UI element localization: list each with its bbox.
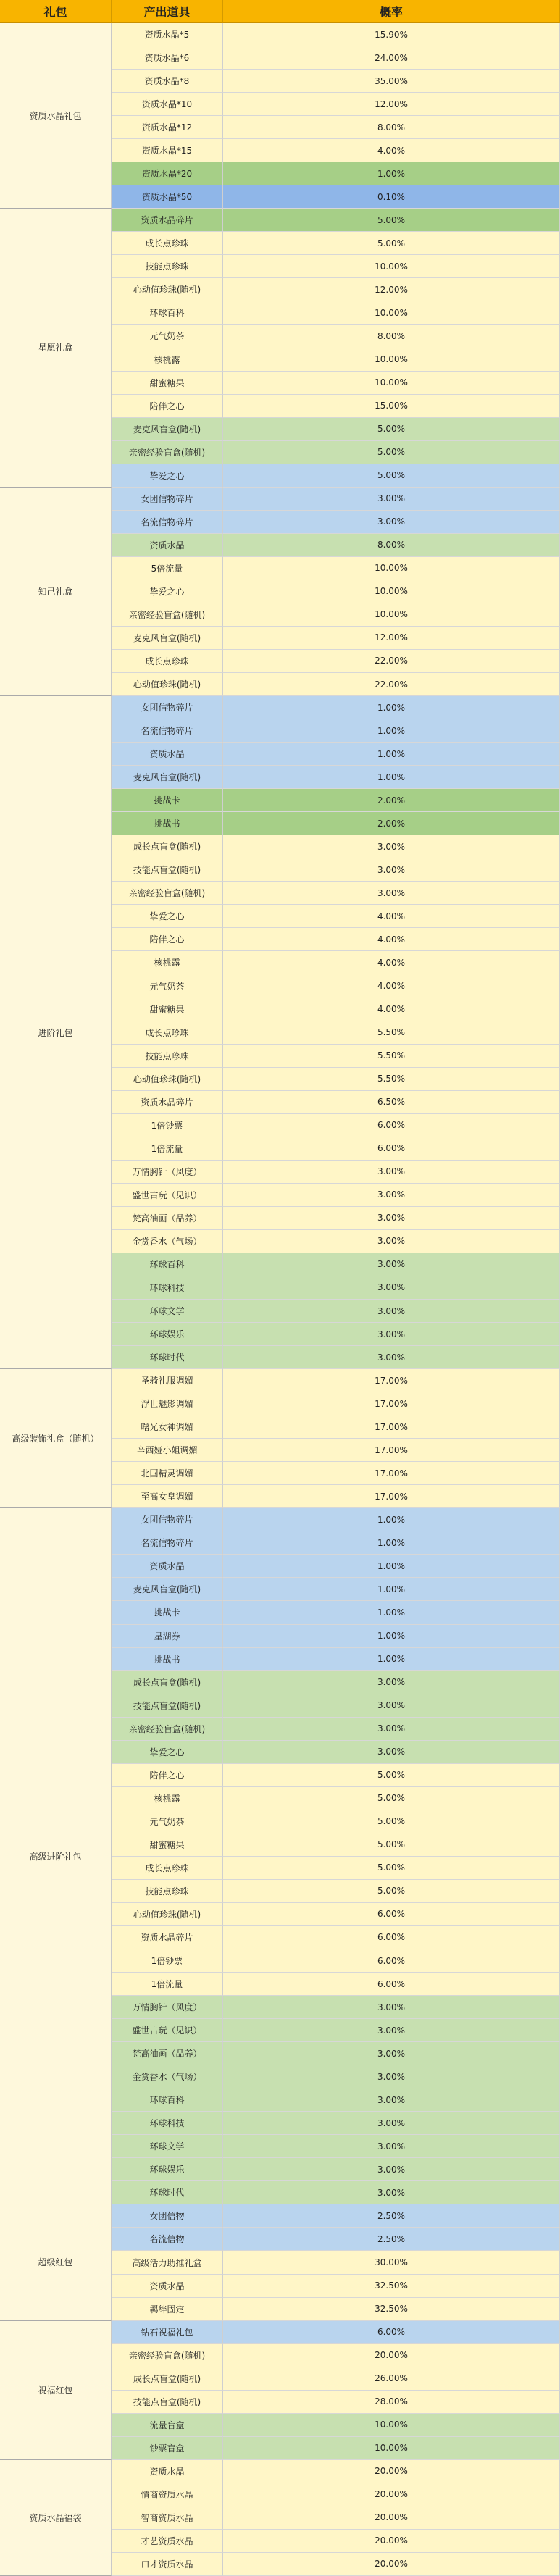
item-name-cell: 名流信物碎片 [112, 511, 223, 534]
drop-rate-cell: 28.00% [223, 2391, 560, 2414]
item-name-cell: 成长点珍珠 [112, 232, 223, 255]
drop-rate-cell: 5.00% [223, 1764, 560, 1787]
item-name-cell: 资质水晶*12 [112, 116, 223, 139]
item-name-cell: 元气奶茶 [112, 974, 223, 998]
drop-rate-cell: 10.00% [223, 348, 560, 372]
drop-rate-cell: 6.00% [223, 1973, 560, 1996]
item-name-cell: 曙光女神调媚 [112, 1415, 223, 1439]
item-name-cell: 技能点珍珠 [112, 255, 223, 278]
item-name-cell: 甜蜜糖果 [112, 1833, 223, 1857]
item-name-cell: 资质水晶碎片 [112, 209, 223, 232]
item-name-cell: 资质水晶 [112, 2275, 223, 2298]
package-name-cell: 高级装饰礼盒（随机） [0, 1369, 112, 1508]
header-rate: 概率 [223, 0, 560, 23]
drop-rate-cell: 3.00% [223, 2135, 560, 2158]
item-name-cell: 资质水晶 [112, 1555, 223, 1578]
drop-rate-cell: 22.00% [223, 673, 560, 696]
item-name-cell: 心动值珍珠(随机) [112, 673, 223, 696]
item-name-cell: 环球科技 [112, 1276, 223, 1300]
item-name-cell: 钻石祝福礼包 [112, 2321, 223, 2344]
drop-rate-cell: 3.00% [223, 1323, 560, 1346]
item-name-cell: 亲密经验盲盒(随机) [112, 1718, 223, 1741]
drop-rate-cell: 3.00% [223, 1346, 560, 1369]
drop-rate-cell: 1.00% [223, 696, 560, 719]
item-name-cell: 资质水晶*8 [112, 70, 223, 93]
drop-rate-cell: 15.00% [223, 395, 560, 418]
drop-rate-cell: 3.00% [223, 1300, 560, 1323]
drop-rate-cell: 17.00% [223, 1439, 560, 1462]
drop-rate-cell: 35.00% [223, 70, 560, 93]
drop-rate-cell: 3.00% [223, 1996, 560, 2019]
item-name-cell: 资质水晶*5 [112, 23, 223, 46]
drop-rate-cell: 2.00% [223, 789, 560, 812]
item-name-cell: 环球时代 [112, 1346, 223, 1369]
drop-rate-cell: 1.00% [223, 1531, 560, 1555]
item-name-cell: 梵高油画（品养） [112, 1207, 223, 1230]
item-name-cell: 核桃露 [112, 1787, 223, 1810]
item-name-cell: 技能点盲盒(随机) [112, 2391, 223, 2414]
drop-rate-cell: 2.50% [223, 2228, 560, 2251]
item-name-cell: 心动值珍珠(随机) [112, 1903, 223, 1926]
header-package: 礼包 [0, 0, 112, 23]
drop-rate-cell: 5.00% [223, 209, 560, 232]
drop-rate-cell: 1.00% [223, 1578, 560, 1601]
item-name-cell: 麦克风盲盒(随机) [112, 766, 223, 789]
drop-rate-cell: 3.00% [223, 1207, 560, 1230]
item-name-cell: 环球百科 [112, 1253, 223, 1276]
header-item: 产出道具 [112, 0, 223, 23]
item-name-cell: 智商资质水晶 [112, 2506, 223, 2530]
drop-rate-cell: 3.00% [223, 2088, 560, 2112]
item-name-cell: 甜蜜糖果 [112, 372, 223, 395]
drop-rate-cell: 4.00% [223, 998, 560, 1021]
package-name-cell: 高级进阶礼包 [0, 1508, 112, 2204]
drop-rate-cell: 5.00% [223, 1857, 560, 1880]
item-name-cell: 1倍钞票 [112, 1949, 223, 1973]
drop-rate-cell: 17.00% [223, 1485, 560, 1508]
item-name-cell: 挑战卡 [112, 789, 223, 812]
drop-rate-cell: 2.50% [223, 2204, 560, 2228]
item-name-cell: 陪伴之心 [112, 1764, 223, 1787]
item-name-cell: 金赏香水（气场） [112, 2065, 223, 2088]
drop-rate-cell: 3.00% [223, 2065, 560, 2088]
item-name-cell: 浮世魅影调媚 [112, 1392, 223, 1415]
drop-rate-cell: 17.00% [223, 1369, 560, 1392]
item-name-cell: 女团信物 [112, 2204, 223, 2228]
item-name-cell: 挑战书 [112, 1648, 223, 1671]
item-name-cell: 技能点盲盒(随机) [112, 1694, 223, 1718]
item-name-cell: 挚爱之心 [112, 1741, 223, 1764]
item-name-cell: 女团信物碎片 [112, 488, 223, 511]
drop-rate-cell: 1.00% [223, 1625, 560, 1648]
drop-rate-cell: 5.00% [223, 232, 560, 255]
item-name-cell: 北国精灵调媚 [112, 1462, 223, 1485]
drop-rate-cell: 3.00% [223, 2019, 560, 2042]
drop-rate-cell: 17.00% [223, 1415, 560, 1439]
drop-rate-cell: 4.00% [223, 928, 560, 951]
item-name-cell: 元气奶茶 [112, 1810, 223, 1833]
item-name-cell: 挑战书 [112, 812, 223, 835]
drop-rate-cell: 15.90% [223, 23, 560, 46]
package-name-cell: 资质水晶福袋 [0, 2460, 112, 2576]
drop-rate-cell: 26.00% [223, 2367, 560, 2391]
drop-rate-cell: 6.00% [223, 1114, 560, 1137]
item-name-cell: 口才资质水晶 [112, 2553, 223, 2576]
item-name-cell: 麦克风盲盒(随机) [112, 627, 223, 650]
drop-rate-cell: 20.00% [223, 2530, 560, 2553]
drop-rate-cell: 5.50% [223, 1045, 560, 1068]
item-name-cell: 成长点盲盒(随机) [112, 1671, 223, 1694]
drop-rate-cell: 3.00% [223, 1718, 560, 1741]
drop-rate-cell: 1.00% [223, 1648, 560, 1671]
item-name-cell: 高级活力助推礼盒 [112, 2251, 223, 2274]
item-name-cell: 金赏香水（气场） [112, 1230, 223, 1253]
drop-rate-cell: 1.00% [223, 719, 560, 743]
drop-rate-cell: 3.00% [223, 1741, 560, 1764]
item-name-cell: 资质水晶*20 [112, 162, 223, 185]
item-name-cell: 圣骑礼服调媚 [112, 1369, 223, 1392]
item-name-cell: 名流信物 [112, 2228, 223, 2251]
item-name-cell: 成长点珍珠 [112, 1857, 223, 1880]
drop-rate-cell: 2.00% [223, 812, 560, 835]
drop-rate-cell: 1.00% [223, 743, 560, 766]
item-name-cell: 5倍流量 [112, 557, 223, 580]
drop-rate-cell: 6.50% [223, 1091, 560, 1114]
item-name-cell: 环球百科 [112, 2088, 223, 2112]
item-name-cell: 成长点盲盒(随机) [112, 835, 223, 858]
drop-rate-cell: 17.00% [223, 1392, 560, 1415]
drop-rate-cell: 10.00% [223, 580, 560, 603]
drop-rate-cell: 3.00% [223, 882, 560, 905]
item-name-cell: 亲密经验盲盒(随机) [112, 603, 223, 627]
item-name-cell: 资质水晶*10 [112, 93, 223, 116]
drop-rate-cell: 1.00% [223, 766, 560, 789]
item-name-cell: 盛世古玩（见识） [112, 1184, 223, 1207]
package-name-cell: 进阶礼包 [0, 696, 112, 1369]
package-name-cell: 知己礼盒 [0, 488, 112, 696]
drop-rate-cell: 12.00% [223, 93, 560, 116]
item-name-cell: 环球时代 [112, 2181, 223, 2204]
drop-rate-cell: 6.00% [223, 1949, 560, 1973]
item-name-cell: 流量盲盒 [112, 2414, 223, 2437]
item-name-cell: 技能点珍珠 [112, 1880, 223, 1903]
item-name-cell: 甜蜜糖果 [112, 998, 223, 1021]
drop-rate-cell: 1.00% [223, 1555, 560, 1578]
item-name-cell: 万情胸针（风度） [112, 1996, 223, 2019]
item-name-cell: 女团信物碎片 [112, 696, 223, 719]
package-name-cell: 祝福红包 [0, 2321, 112, 2460]
drop-rate-cell: 5.00% [223, 441, 560, 464]
drop-rate-cell: 6.00% [223, 1137, 560, 1161]
drop-rate-cell: 3.00% [223, 2181, 560, 2204]
item-name-cell: 1倍流量 [112, 1137, 223, 1161]
item-name-cell: 资质水晶 [112, 534, 223, 557]
item-name-cell: 资质水晶碎片 [112, 1926, 223, 1949]
drop-rate-cell: 3.00% [223, 1253, 560, 1276]
drop-rate-cell: 12.00% [223, 627, 560, 650]
item-name-cell: 辛西娅小姐调媚 [112, 1439, 223, 1462]
item-name-cell: 成长点盲盒(随机) [112, 2367, 223, 2391]
item-name-cell: 环球科技 [112, 2112, 223, 2135]
item-name-cell: 环球娱乐 [112, 1323, 223, 1346]
drop-rate-cell: 20.00% [223, 2460, 560, 2483]
drop-rate-cell: 3.00% [223, 488, 560, 511]
drop-rate-cell: 32.50% [223, 2275, 560, 2298]
drop-rate-cell: 20.00% [223, 2506, 560, 2530]
item-name-cell: 亲密经验盲盒(随机) [112, 882, 223, 905]
item-name-cell: 盛世古玩（见识） [112, 2019, 223, 2042]
item-name-cell: 核桃露 [112, 348, 223, 372]
drop-rate-cell: 5.00% [223, 1880, 560, 1903]
drop-rate-cell: 17.00% [223, 1462, 560, 1485]
drop-rate-cell: 3.00% [223, 1671, 560, 1694]
drop-rate-cell: 24.00% [223, 46, 560, 70]
item-name-cell: 亲密经验盲盒(随机) [112, 2344, 223, 2367]
drop-rate-cell: 10.00% [223, 372, 560, 395]
drop-rate-cell: 10.00% [223, 557, 560, 580]
drop-rate-cell: 3.00% [223, 1230, 560, 1253]
item-name-cell: 梵高油画（品养） [112, 2042, 223, 2065]
drop-rate-cell: 8.00% [223, 116, 560, 139]
drop-rate-cell: 3.00% [223, 2112, 560, 2135]
drop-rate-cell: 3.00% [223, 511, 560, 534]
drop-rate-cell: 20.00% [223, 2483, 560, 2506]
item-name-cell: 资质水晶*50 [112, 185, 223, 209]
item-name-cell: 麦克风盲盒(随机) [112, 1578, 223, 1601]
drop-rate-cell: 3.00% [223, 1161, 560, 1184]
drop-rate-cell: 30.00% [223, 2251, 560, 2274]
drop-rate-cell: 10.00% [223, 255, 560, 278]
drop-rate-cell: 32.50% [223, 2298, 560, 2321]
drop-rate-cell: 10.00% [223, 2414, 560, 2437]
item-name-cell: 资质水晶 [112, 2460, 223, 2483]
item-name-cell: 技能点盲盒(随机) [112, 858, 223, 882]
item-name-cell: 1倍流量 [112, 1973, 223, 1996]
item-name-cell: 资质水晶碎片 [112, 1091, 223, 1114]
item-name-cell: 万情胸针（风度） [112, 1161, 223, 1184]
drop-rate-cell: 4.00% [223, 905, 560, 928]
drop-rate-cell: 8.00% [223, 534, 560, 557]
item-name-cell: 资质水晶*15 [112, 139, 223, 162]
drop-rate-cell: 3.00% [223, 835, 560, 858]
item-name-cell: 名流信物碎片 [112, 1531, 223, 1555]
package-name-cell: 资质水晶礼包 [0, 23, 112, 209]
drop-rate-cell: 3.00% [223, 1276, 560, 1300]
drop-rate-cell: 12.00% [223, 278, 560, 301]
item-name-cell: 成长点珍珠 [112, 650, 223, 673]
item-name-cell: 陪伴之心 [112, 928, 223, 951]
item-name-cell: 环球文学 [112, 2135, 223, 2158]
item-name-cell: 1倍钞票 [112, 1114, 223, 1137]
drop-rate-cell: 4.00% [223, 951, 560, 974]
item-name-cell: 星湖券 [112, 1625, 223, 1648]
drop-rate-cell: 4.00% [223, 139, 560, 162]
item-name-cell: 环球娱乐 [112, 2158, 223, 2181]
drop-rate-cell: 5.50% [223, 1021, 560, 1045]
item-name-cell: 挚爱之心 [112, 905, 223, 928]
item-name-cell: 环球百科 [112, 301, 223, 325]
drop-rate-cell: 0.10% [223, 185, 560, 209]
item-name-cell: 才艺资质水晶 [112, 2530, 223, 2553]
item-name-cell: 钞票盲盒 [112, 2437, 223, 2460]
item-name-cell: 名流信物碎片 [112, 719, 223, 743]
drop-rate-cell: 3.00% [223, 2158, 560, 2181]
drop-rate-cell: 5.00% [223, 418, 560, 441]
item-name-cell: 技能点珍珠 [112, 1045, 223, 1068]
drop-rate-cell: 3.00% [223, 1184, 560, 1207]
item-name-cell: 女团信物碎片 [112, 1508, 223, 1531]
item-name-cell: 挚爱之心 [112, 580, 223, 603]
drop-rate-cell: 6.00% [223, 2321, 560, 2344]
item-name-cell: 元气奶茶 [112, 325, 223, 348]
drop-rate-cell: 4.00% [223, 974, 560, 998]
drop-rate-cell: 22.00% [223, 650, 560, 673]
drop-rate-cell: 6.00% [223, 1926, 560, 1949]
drop-rate-cell: 5.50% [223, 1068, 560, 1091]
item-name-cell: 心动值珍珠(随机) [112, 1068, 223, 1091]
item-name-cell: 资质水晶*6 [112, 46, 223, 70]
item-name-cell: 成长点珍珠 [112, 1021, 223, 1045]
drop-rate-cell: 10.00% [223, 603, 560, 627]
drop-rate-cell: 1.00% [223, 1601, 560, 1624]
drop-rate-cell: 3.00% [223, 1694, 560, 1718]
drop-rate-cell: 3.00% [223, 2042, 560, 2065]
drop-rate-cell: 5.00% [223, 1787, 560, 1810]
item-name-cell: 挚爱之心 [112, 464, 223, 488]
drop-rate-cell: 3.00% [223, 858, 560, 882]
package-name-cell: 星愿礼盒 [0, 209, 112, 487]
item-name-cell: 资质水晶 [112, 743, 223, 766]
drop-rate-cell: 10.00% [223, 2437, 560, 2460]
drop-rate-cell: 1.00% [223, 1508, 560, 1531]
item-name-cell: 核桃露 [112, 951, 223, 974]
drop-rate-cell: 1.00% [223, 162, 560, 185]
drop-rate-cell: 6.00% [223, 1903, 560, 1926]
package-name-cell: 超级红包 [0, 2204, 112, 2320]
item-name-cell: 至高女皇调媚 [112, 1485, 223, 1508]
item-name-cell: 麦克风盲盒(随机) [112, 418, 223, 441]
item-name-cell: 心动值珍珠(随机) [112, 278, 223, 301]
drop-rate-cell: 5.00% [223, 1810, 560, 1833]
item-name-cell: 环球文学 [112, 1300, 223, 1323]
drop-rate-cell: 8.00% [223, 325, 560, 348]
item-name-cell: 陪伴之心 [112, 395, 223, 418]
item-name-cell: 挑战卡 [112, 1601, 223, 1624]
drop-rate-cell: 10.00% [223, 301, 560, 325]
drop-rate-cell: 5.00% [223, 464, 560, 488]
drop-rate-cell: 20.00% [223, 2344, 560, 2367]
drop-rate-cell: 20.00% [223, 2553, 560, 2576]
item-name-cell: 情商资质水晶 [112, 2483, 223, 2506]
item-name-cell: 羁绊固定 [112, 2298, 223, 2321]
item-name-cell: 亲密经验盲盒(随机) [112, 441, 223, 464]
drop-rate-cell: 5.00% [223, 1833, 560, 1857]
